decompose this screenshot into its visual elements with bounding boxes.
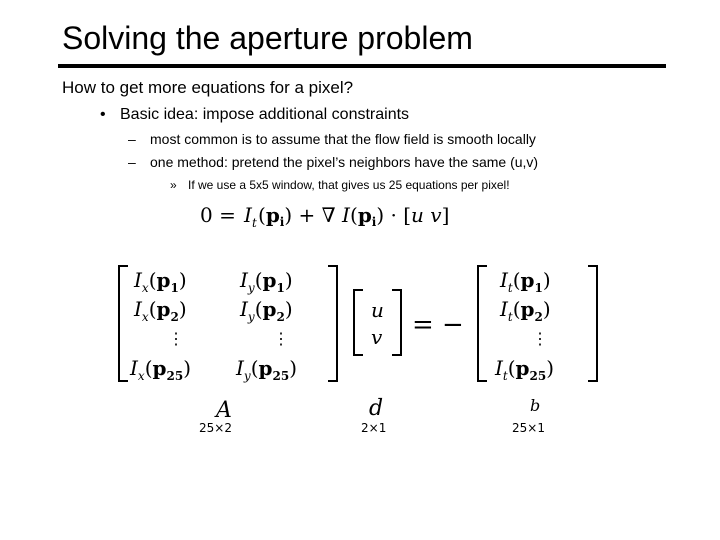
- vector-d-u: u: [371, 298, 384, 322]
- svg-text:Iy(p1): $I_y(p_1)$: [240, 268, 293, 295]
- label-A: A: [216, 398, 232, 423]
- svg-text:It(p25): $I_t(p_{25})$: [495, 356, 555, 383]
- svg-text:Ix(p25): $I_x(p_{25})$: [130, 356, 191, 383]
- label-A-dim: 25×2: [199, 421, 232, 435]
- svg-text:t: t: [252, 216, 257, 230]
- sub-bullet-1-text: most common is to assume that the flow field is smooth locally: [150, 131, 536, 147]
- bullet-glyph: •: [100, 106, 106, 123]
- label-b: b: [530, 396, 541, 415]
- brightness-constancy-equation: [200, 203, 449, 230]
- svg-text:0 =: 0 =: [200, 203, 236, 227]
- svg-text:Iy(p2): $I_y(p_2)$: [240, 297, 293, 324]
- svg-text:Ix(p1): $I_x(p_1)$: [134, 268, 187, 295]
- slide-title: Solving the aperture problem: [62, 20, 473, 56]
- sub-sub-bullet-text: If we use a 5x5 window, that gives us 25 equations per pixel!: [188, 178, 510, 192]
- label-b-dim: 25×1: [512, 421, 545, 435]
- svg-text:It(p2): $I_t(p_2)$: [500, 297, 551, 324]
- vector-b-entries: [494, 268, 554, 383]
- svg-text:⋮: ⋮: [168, 329, 184, 348]
- dash-glyph: –: [128, 154, 136, 170]
- svg-text:I: I: [244, 203, 252, 227]
- label-d: d: [369, 396, 384, 421]
- equals-minus-sign: = −: [412, 310, 464, 340]
- label-d-dim: 2×1: [361, 421, 387, 435]
- svg-text:(pi) · [u v]: $(p_i) \cdot [u$ v]: [350, 203, 450, 229]
- svg-text:It(p1): $I_t(p_1)$: [500, 268, 551, 295]
- vector-d-v: v: [371, 325, 383, 349]
- svg-text:Iy(p25): $I_y(p_{25})$: [236, 356, 297, 383]
- svg-text:⋮: ⋮: [273, 329, 289, 348]
- dash-glyph: –: [128, 131, 136, 147]
- svg-text:(pi) + ∇: $(p_i)$ + ∇: [258, 203, 336, 229]
- sub-bullet-2-text: one method: pretend the pixel’s neighbors have the same (u,v): [150, 154, 539, 170]
- matrix-A-entries: [129, 268, 297, 383]
- svg-text:I: I: [342, 203, 350, 227]
- bullet-text: Basic idea: impose additional constraints: [120, 106, 410, 123]
- svg-text:⋮: ⋮: [532, 329, 548, 348]
- svg-text:Ix(p2): $I_x(p_2)$: [134, 297, 187, 324]
- question-line: How to get more equations for a pixel?: [62, 78, 354, 97]
- raquo-glyph: »: [170, 178, 177, 192]
